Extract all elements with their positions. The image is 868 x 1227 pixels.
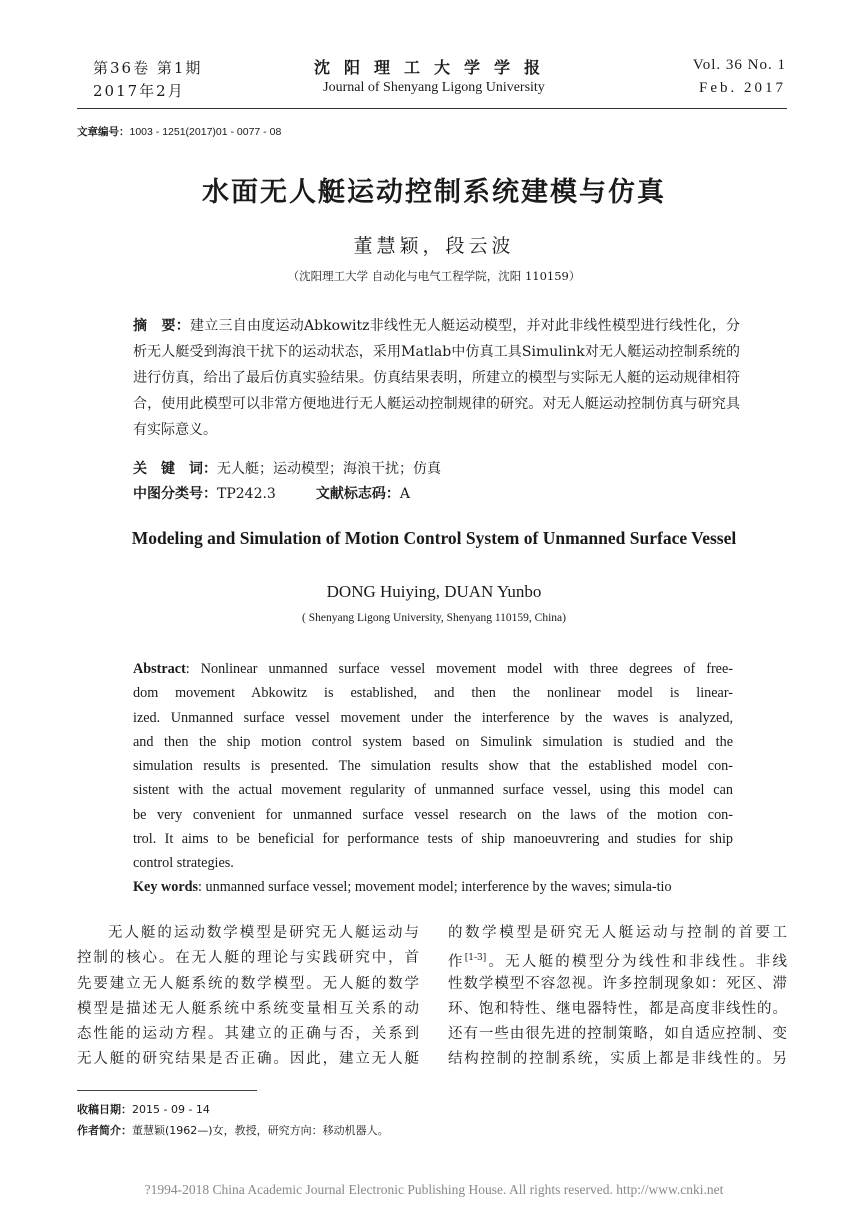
header-date-cn: 2017年2月: [93, 82, 185, 100]
body-column-right: [448, 921, 787, 1073]
header-volume-cn: 第36卷 第1期: [93, 59, 203, 77]
keywords-cn-label: 关 键 词：: [133, 461, 217, 477]
article-number: [77, 124, 281, 139]
article-number-label: 文章编号：: [77, 126, 130, 138]
header-journal-en: Journal of Shenyang Ligong University: [323, 80, 545, 95]
affiliation-cn: （沈阳理工大学 自动化与电气工程学院，沈阳 110159）: [287, 269, 581, 283]
body-line: 无人艇的研究结果是否正确。因此，建立无人艇: [77, 1051, 419, 1068]
abstract-cn: [133, 313, 740, 443]
received-value: 2015 - 09 - 14: [132, 1103, 210, 1116]
body-line: 无人艇的运动数学模型是研究无人艇运动与: [106, 925, 419, 941]
keywords-en-label: Key words: [133, 879, 199, 895]
abstract-en: [133, 657, 733, 876]
body-line: 模型是描述无人艇系统中系统变量相互关系的动: [77, 1000, 419, 1017]
abstract-en-line: and then the ship motion control system based on Simulink simulation is studied and the: [133, 733, 733, 750]
header-journal-cn: 沈阳理工大学学报: [313, 58, 554, 77]
body-line: 先要建立无人艇系统的数学模型。无人艇的数学: [77, 975, 419, 992]
clc-label: 中图分类号：: [133, 486, 217, 502]
citation-ref: [1-3]: [464, 953, 487, 964]
body-column-left: [77, 921, 419, 1073]
abstract-cn-text: 建立三自由度运动Abkowitz非线性无人艇运动模型，并对此非线性模型进行线性化，分析无人艇受到海浪干扰下的运动状态，采用Matlab中仿真工具Simulink对无人艇运动控制系统的进行仿真，给出了最后仿真实验结果。仿真结果表明，所建立的模型与实际无人艇的运动规律相符合，使用此模型可以非常方便地进行无人艇运动控制规律的研究。对无人艇运动控制仿真与研究具有实际意义。: [133, 318, 741, 438]
header-date-en: Feb. 2017: [699, 80, 786, 96]
doc-code-value: A: [399, 486, 410, 502]
body-line: 作[1-3]。无人艇的模型分为线性和非线性。非线: [448, 953, 788, 971]
footnote-author: [77, 1122, 389, 1138]
title-cn: 水面无人艇运动控制系统建模与仿真: [202, 177, 666, 208]
body-line: 控制的核心。在无人艇的理论与实践研究中，首: [77, 950, 419, 967]
body-line: 性数学模型不容忽视。许多控制现象如：死区、滞: [448, 975, 787, 992]
keywords-en-text: : unmanned surface vessel; movement model; interference by the waves; simula-tio: [198, 879, 672, 895]
body-line: 环、饱和特性、继电器特性，都是高度非线性的。: [448, 1000, 787, 1017]
abstract-en-line: Abstract: Nonlinear unmanned surface vessel movement model with three degrees of free-: [133, 661, 733, 677]
copyright-footer: ?1994-2018 China Academic Journal Electronic Publishing House. All rights reserved. http://www.cnki.net: [144, 1182, 724, 1197]
body-line: 的数学模型是研究无人艇运动与控制的首要工: [448, 925, 787, 941]
author-bio-label: 作者简介：: [77, 1124, 132, 1137]
keywords-cn: [133, 456, 441, 482]
authors-cn: 董慧颖，段云波: [353, 235, 515, 257]
abstract-en-line: simulation results is presented. The simulation results show that the established model con-: [133, 758, 733, 775]
abstract-en-line: dom movement Abkowitz is established, and then the nonlinear model is linear-: [133, 685, 733, 702]
abstract-en-label: Abstract: [133, 661, 186, 677]
footnote-rule: [77, 1090, 257, 1091]
abstract-en-line: trol. It aims to be beneficial for performance tests of ship manoeuvrering and studies for ship: [133, 831, 733, 848]
affiliation-en: ( Shenyang Ligong University, Shenyang 110159, China): [302, 612, 566, 624]
body-line: 还有一些由很先进的控制策略，如自适应控制、变: [448, 1026, 787, 1043]
article-number-value: 1003 - 1251(2017)01 - 0077 - 08: [129, 126, 282, 138]
keywords-en: [133, 875, 672, 899]
keywords-cn-text: 无人艇；运动模型；海浪干扰；仿真: [217, 461, 441, 477]
footnote-received: [77, 1101, 210, 1117]
authors-en: DONG Huiying, DUAN Yunbo: [326, 582, 542, 601]
header-rule: [77, 108, 787, 109]
classification-cn: [133, 481, 410, 507]
received-label: 收稿日期：: [77, 1103, 132, 1116]
header-volume-en: Vol. 36 No. 1: [692, 57, 786, 73]
abstract-cn-label: 摘 要：: [133, 318, 191, 334]
doc-code-label: 文献标志码：: [315, 486, 400, 502]
abstract-en-line: ized. Unmanned surface vessel movement under the interference by the waves is analyzed,: [133, 709, 733, 726]
author-bio-value: 董慧颖(1962—)女，教授，研究方向：移动机器人。: [132, 1124, 389, 1137]
abstract-en-line: be very convenient for unmanned surface vessel research on the laws of the motion con-: [133, 806, 733, 823]
abstract-en-line: sistent with the actual movement regularity of unmanned surface vessel, using this model can: [133, 782, 733, 799]
body-line: 态性能的运动方程。其建立的正确与否，关系到: [77, 1026, 419, 1043]
title-en: Modeling and Simulation of Motion Control System of Unmanned Surface Vessel: [131, 528, 737, 548]
body-line: 结构控制的控制系统，实质上都是非线性的。另: [448, 1051, 787, 1068]
abstract-en-line: control strategies.: [133, 855, 234, 872]
clc-value: TP242.3: [217, 486, 276, 502]
